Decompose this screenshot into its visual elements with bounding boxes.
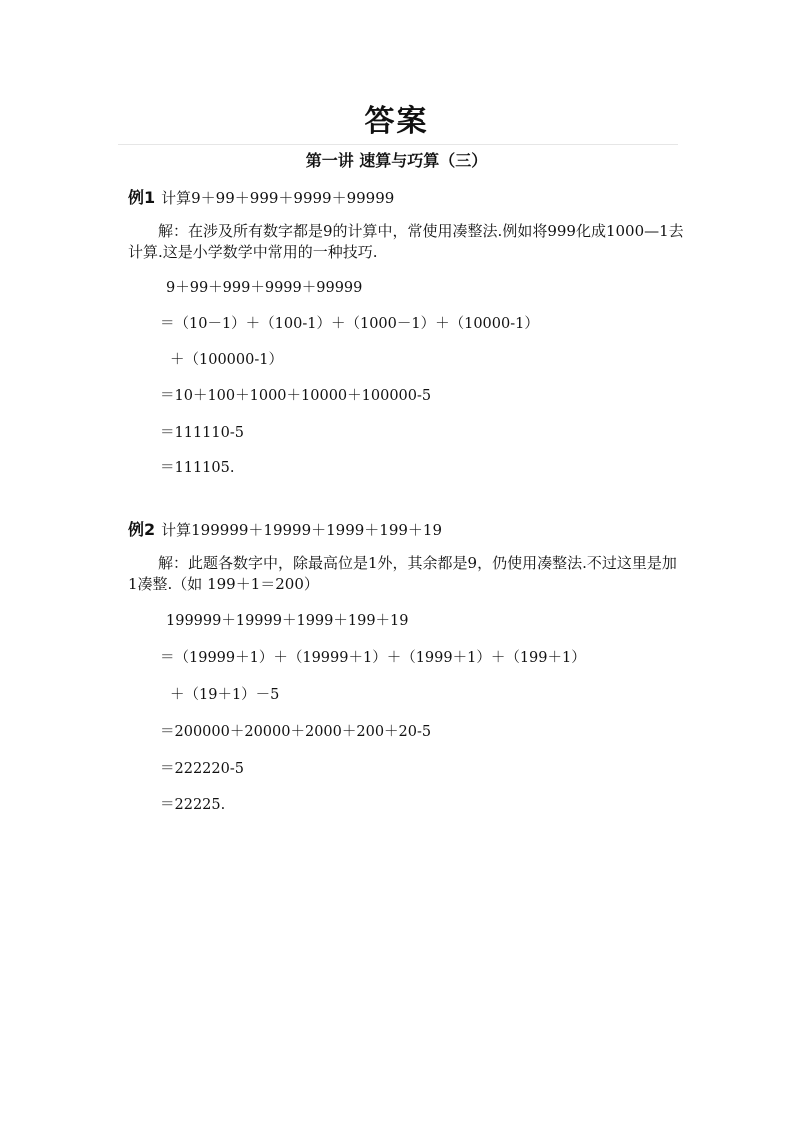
example-1-step-1: 9＋99＋999＋9999＋99999 xyxy=(166,280,363,296)
example-2-problem: 计算199999＋19999＋1999＋199＋19 xyxy=(161,521,443,539)
example-2-explanation: 解：此题各数字中，除最高位是1外，其余都是9，仍使用凑整法.不过这里是加1凑整.（如 199＋1＝200） xyxy=(128,554,677,593)
example-2-step-2: ＝（19999＋1）＋（19999＋1）＋（1999＋1）＋（199＋1） xyxy=(160,650,586,666)
example-1-step-3: ＋（100000-1） xyxy=(170,352,283,368)
example-1-problem: 计算9＋99＋999＋9999＋99999 xyxy=(161,189,395,207)
example-1-step-6: ＝111105. xyxy=(160,460,235,476)
lecture-subtitle: 第一讲 速算与巧算（三） xyxy=(305,151,488,170)
title-divider xyxy=(118,144,678,145)
page-title: 答案 xyxy=(364,104,429,139)
example-1-explanation: 解：在涉及所有数字都是9的计算中，常使用凑整法.例如将999化成1000—1去计算.这是小学数学中常用的一种技巧. xyxy=(128,222,684,261)
example-2-step-3: ＋（19＋1）－5 xyxy=(170,687,280,703)
example-2-step-6: ＝22225. xyxy=(160,797,226,813)
example-1-label: 例1 xyxy=(128,188,156,207)
example-1-heading xyxy=(128,185,394,208)
example-1-step-4: ＝10＋100＋1000＋10000＋100000-5 xyxy=(160,388,432,404)
example-2-heading xyxy=(128,517,442,540)
example-2-label: 例2 xyxy=(128,520,156,539)
example-1-step-2: ＝（10－1）＋（100-1）＋（1000－1）＋（10000-1） xyxy=(160,316,539,332)
example-2-step-5: ＝222220-5 xyxy=(160,761,244,777)
example-1-step-5: ＝111110-5 xyxy=(160,425,244,441)
example-2-step-4: ＝200000＋20000＋2000＋200＋20-5 xyxy=(160,724,432,740)
example-2-step-1: 199999＋19999＋1999＋199＋19 xyxy=(166,613,409,629)
